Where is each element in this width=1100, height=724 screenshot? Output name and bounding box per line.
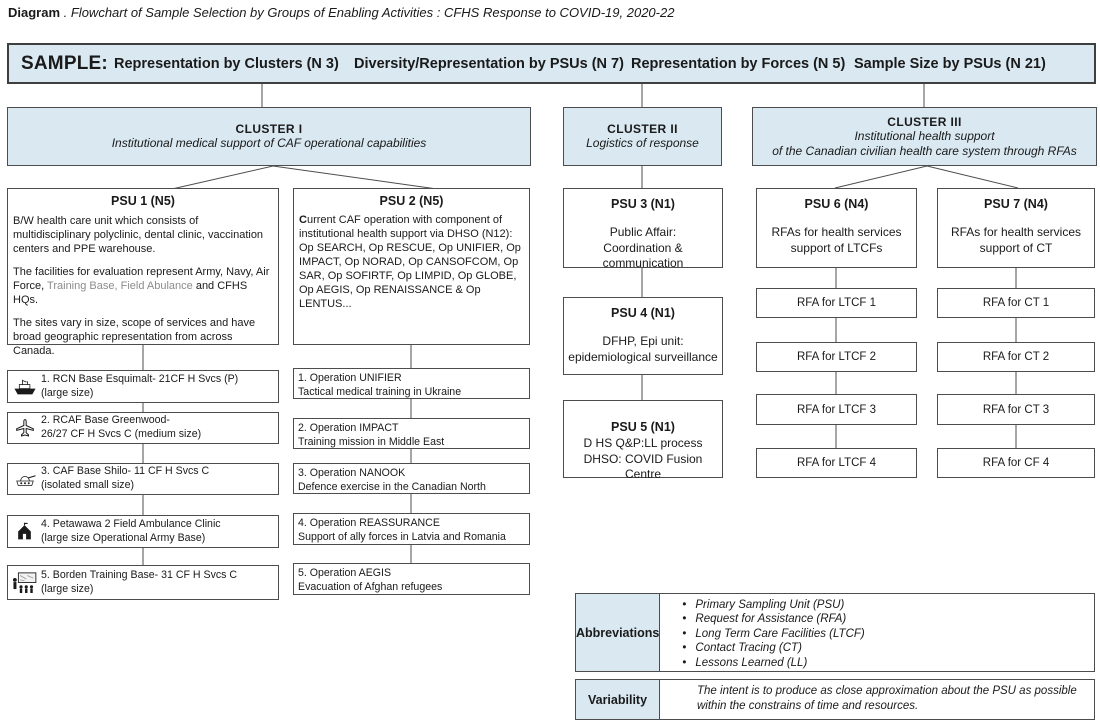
abbreviation-ll: • Lessons Learned (LL) [682, 656, 1094, 670]
operation-row-aegis: 5. Operation AEGIS Evacuation of Afghan refugees [293, 563, 530, 595]
psu1-title: PSU 1 (N5) [111, 194, 175, 208]
psu4-line1: DFHP, Epi unit: [602, 334, 684, 349]
psu5-line2: DHSO: COVID Fusion Centre [583, 451, 703, 482]
cluster2-title: CLUSTER II [607, 122, 678, 137]
psu5-title: PSU 5 (N1) [611, 420, 675, 434]
cluster3-desc-line2: of the Canadian civilian health care system through RFAs [772, 143, 1077, 158]
psu2-body: Current CAF operation with component of institutional health support via DHSO (N12): Op SEARCH, Op RESCUE, Op UNIFIER, Op IMPACT, Op NORAD, Op CANSOFCOM, Op SAR, Op SOFIRTF, Op LIMPID, Op GLOBE, Op AEGIS, Op RENAISSANCE & Op LENTUS... [299, 214, 521, 310]
psu5-box [563, 400, 723, 482]
sample-header-bar [7, 43, 1096, 84]
abbreviation-psu: • Primary Sampling Unit (PSU) [682, 598, 1094, 612]
training-classroom-icon [8, 572, 41, 593]
clinic-building-icon [8, 522, 41, 541]
cluster3-box [752, 107, 1097, 166]
operation-row-unifier: 1. Operation UNIFIER Tactical medical training in Ukraine [293, 368, 530, 399]
page-title [8, 5, 674, 20]
operation-row-impact: 2. Operation IMPACT Training mission in Middle East [293, 418, 530, 449]
psu7-line1: RFAs for health services [950, 225, 1082, 240]
psu2-title: PSU 2 (N5) [379, 194, 444, 208]
abbreviation-ltcf: • Long Term Care Facilities (LTCF) [682, 627, 1094, 641]
abbreviation-ct: • Contact Tracing (CT) [682, 641, 1094, 655]
tank-icon [8, 471, 41, 488]
psu1-paragraph-3: The sites vary in size, scope of services and have broad geographic representation from across Canada. [13, 316, 256, 357]
abbreviations-label-cell: Abbreviations [576, 594, 660, 671]
cluster3-desc-line1: Institutional health support [854, 128, 995, 143]
rfa-ct3-box: RFA for CT 3 [937, 394, 1095, 425]
psu1-paragraph-1: B/W health care unit which consists of multidisciplinary polyclinic, dental clinic, vaccination centers and PPE warehouse. [13, 215, 264, 255]
psu3-title: PSU 3 (N1) [611, 197, 675, 211]
psu1-box [7, 188, 279, 357]
sample-item-sample-size: Sample Size by PSUs (N 21) [854, 55, 1046, 72]
psu5-line1: D HS Q&P:LL process [583, 436, 703, 451]
rfa-ct2-box: RFA for CT 2 [937, 342, 1095, 372]
psu4-box [563, 297, 723, 375]
variability-text: The intent is to produce as close approximation about the PSU as possible within the constrains of time and resources. [697, 685, 1077, 712]
cluster1-desc: Institutional medical support of CAF operational capabilities [111, 136, 427, 151]
cluster2-desc: Logistics of response [586, 136, 699, 151]
psu1-paragraph-2: The facilities for evaluation represent Army, Navy, Air Force, Training Base, Field Abulance and CFHS HQs. [13, 265, 270, 306]
rfa-ct1-box: RFA for CT 1 [937, 288, 1095, 318]
psu3-box [563, 188, 723, 271]
cluster3-title: CLUSTER III [887, 114, 962, 129]
cluster1-box [7, 107, 531, 166]
psu2-box [293, 188, 530, 345]
variability-content-cell [660, 680, 1094, 719]
abbreviations-content-cell [660, 594, 1094, 671]
site-row-shilo [7, 463, 279, 495]
sample-item-forces: Representation by Forces (N 5) [631, 55, 846, 72]
rfa-ltcf2-box: RFA for LTCF 2 [756, 342, 917, 372]
psu4-title: PSU 4 (N1) [611, 306, 675, 320]
operation-row-nanook: 3. Operation NANOOK Defence exercise in the Canadian North [293, 463, 530, 494]
site-row-greenwood [7, 412, 279, 444]
psu7-title: PSU 7 (N4) [984, 197, 1048, 211]
psu7-box [937, 188, 1095, 268]
legend-abbreviations-row [575, 593, 1095, 672]
cluster1-title: CLUSTER I [235, 122, 303, 137]
site-text: 2. RCAF Base Greenwood- 26/27 CF H Svcs C (medium size) [41, 414, 202, 440]
psu4-line2: epidemiological surveillance [568, 349, 718, 364]
site-row-esquimalt [7, 370, 279, 403]
operation-row-reassurance: 4. Operation REASSURANCE Support of ally forces in Latvia and Romania [293, 513, 530, 545]
page-title-label: Diagram [8, 5, 61, 20]
site-row-petawawa [7, 515, 279, 548]
legend-variability-row [575, 679, 1095, 720]
psu3-line2: Coordination & communication [602, 240, 684, 271]
sample-item-psus: Diversity/Representation by PSUs (N 7) [354, 55, 624, 72]
rfa-ltcf3-box: RFA for LTCF 3 [756, 394, 917, 425]
sample-item-clusters: Representation by Clusters (N 3) [114, 55, 339, 72]
rfa-ltcf1-box: RFA for LTCF 1 [756, 288, 917, 318]
page-title-text: . Flowchart of Sample Selection by Groups of Enabling Activities : CFHS Response to COVID-19, 2020-22 [60, 5, 675, 20]
psu1-gray-text: Training Base, Field Abulance [47, 279, 193, 292]
site-text: 3. CAF Base Shilo- 11 CF H Svcs C (isolated small size) [41, 465, 210, 491]
psu6-line2: support of LTCFs [790, 240, 883, 255]
psu6-box [756, 188, 917, 268]
psu6-title: PSU 6 (N4) [804, 197, 869, 211]
site-row-borden [7, 565, 279, 600]
rfa-ltcf4-box: RFA for LTCF 4 [756, 448, 917, 478]
variability-label-cell: Variability [576, 680, 660, 719]
abbreviation-rfa: • Request for Assistance (RFA) [682, 612, 1094, 626]
sample-label: SAMPLE: [21, 52, 108, 74]
site-text: 4. Petawawa 2 Field Ambulance Clinic (large size Operational Army Base) [41, 517, 221, 544]
rfa-cf4-box: RFA for CF 4 [937, 448, 1095, 478]
site-text: 5. Borden Training Base- 31 CF H Svcs C (large size) [41, 568, 238, 595]
psu3-line1: Public Affair: [609, 225, 677, 240]
cluster2-box [563, 107, 722, 166]
navy-ship-icon [8, 378, 41, 396]
psu7-line2: support of CT [979, 240, 1053, 255]
psu6-line1: RFAs for health services [771, 225, 902, 240]
airplane-icon [8, 418, 41, 438]
site-text: 1. RCN Base Esquimalt- 21CF H Svcs (P) (large size) [41, 372, 239, 399]
psu1-body [8, 208, 278, 359]
